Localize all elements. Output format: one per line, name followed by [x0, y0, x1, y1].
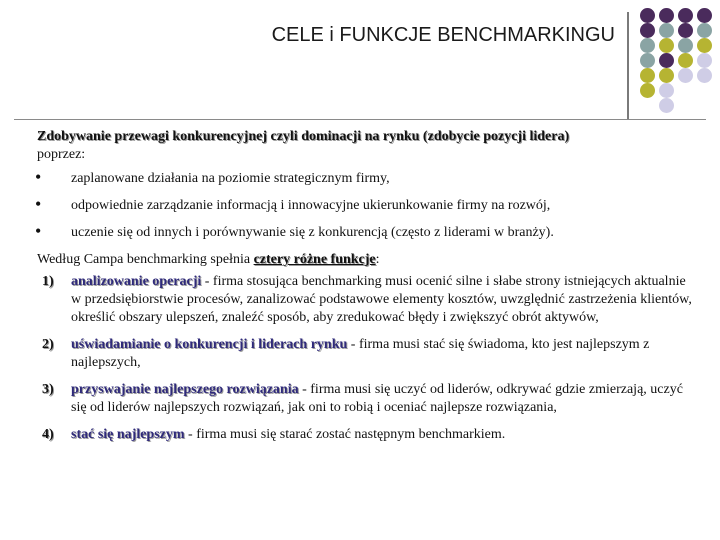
- function-number: 3): [42, 382, 54, 397]
- function-list: [37, 273, 697, 444]
- decorative-dot: [697, 38, 712, 53]
- campa-highlight: cztery różne funkcje: [253, 252, 376, 267]
- function-number: 2): [42, 337, 54, 352]
- function-keyword: uświadamianie o konkurencji i liderach rynku: [71, 337, 348, 352]
- decorative-dot: [640, 8, 655, 23]
- decorative-dot: [640, 53, 655, 68]
- campa-suffix: :: [375, 252, 380, 267]
- bullet-item: [35, 167, 697, 188]
- horizontal-divider: [14, 119, 706, 120]
- function-keyword: przyswajanie najlepszego rozwiązania: [71, 382, 299, 397]
- function-keyword: stać się najlepszym: [71, 427, 185, 442]
- decorative-dot: [678, 68, 693, 83]
- decorative-dot: [640, 23, 655, 38]
- decorative-dot: [678, 8, 693, 23]
- function-item: [37, 426, 697, 444]
- decorative-dot: [659, 68, 674, 83]
- bullet-icon: •: [35, 221, 42, 241]
- bullet-text: uczenie się od innych i porównywanie się z konkurencją (często z liderami w branży).: [71, 225, 554, 240]
- function-number: 1): [42, 274, 54, 289]
- bullet-item: [35, 194, 697, 215]
- decorative-dot: [678, 38, 693, 53]
- bullet-list: [35, 167, 697, 242]
- decorative-dot: [640, 68, 655, 83]
- decorative-dot: [697, 8, 712, 23]
- slide-content: [37, 128, 697, 453]
- function-item: [37, 273, 697, 327]
- decorative-dot: [697, 68, 712, 83]
- decorative-dot: [659, 23, 674, 38]
- lead-statement: Zdobywanie przewagi konkurencyjnej czyli dominacji na rynku (zdobycie pozycji lidera): [37, 129, 570, 144]
- decorative-dot: [678, 53, 693, 68]
- slide-title: CELE i FUNKCJE BENCHMARKINGU: [271, 24, 615, 46]
- bullet-item: [35, 221, 697, 242]
- campa-statement: [37, 251, 697, 269]
- decorative-dot: [659, 8, 674, 23]
- function-number: 4): [42, 427, 54, 442]
- function-text: - firma musi stać się świadoma, kto jest najlepszym z najlepszych,: [71, 337, 650, 370]
- function-keyword: analizowanie operacji: [71, 274, 202, 289]
- decorative-dot: [659, 98, 674, 113]
- function-text: - firma stosująca benchmarking musi ocenić silne i słabe strony istniejących aktualnie w przedsiębiorstwie procesów, zanalizować podstawowe elementy kosztów, uwzględnić zastrzeżenia klientów, określić obszary ulepszeń, znaleźć sposób, aby zredukować błędy i zwiększyć obrót aktywów,: [71, 274, 692, 325]
- function-item: [37, 381, 697, 417]
- bullet-icon: •: [35, 194, 42, 214]
- bullet-text: zaplanowane działania na poziomie strategicznym firmy,: [71, 171, 390, 186]
- function-text: - firma musi się uczyć od liderów, odkrywać gdzie zmierzają, uczyć się od liderów najlepszych rozwiązań, jak oni to robią i oceniać najlepsze rozwiązania,: [71, 382, 683, 415]
- function-text: - firma musi się starać zostać następnym benchmarkiem.: [184, 427, 506, 442]
- decorative-dot: [640, 83, 655, 98]
- decorative-dot: [659, 38, 674, 53]
- lead-suffix: poprzez:: [37, 147, 86, 162]
- vertical-divider: [627, 12, 629, 120]
- decorative-dot: [678, 23, 693, 38]
- bullet-text: odpowiednie zarządzanie informacją i innowacyjne ukierunkowanie firmy na rozwój,: [71, 198, 551, 213]
- decorative-dot: [697, 23, 712, 38]
- decorative-dots: [0, 0, 720, 130]
- campa-prefix: Według Campa benchmarking spełnia: [37, 252, 254, 267]
- function-item: [37, 336, 697, 372]
- decorative-dot: [659, 83, 674, 98]
- bullet-icon: •: [35, 167, 42, 187]
- decorative-dot: [659, 53, 674, 68]
- decorative-dot: [697, 53, 712, 68]
- decorative-dot: [640, 38, 655, 53]
